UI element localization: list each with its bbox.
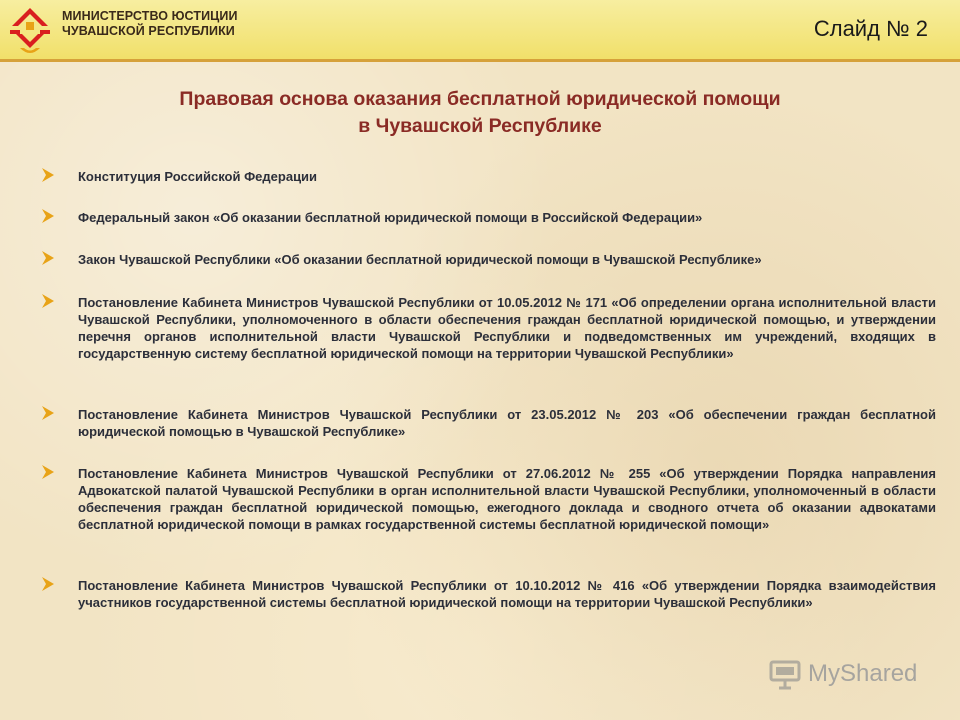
list-item-text: Закон Чувашской Республики «Об оказании бесплатной юридической помощи в Чувашской Республике» <box>78 252 762 267</box>
arrow-bullet-icon <box>42 209 54 223</box>
arrow-bullet-icon <box>42 406 54 420</box>
arrow-bullet-icon <box>42 294 54 308</box>
ministry-line-1: МИНИСТЕРСТВО ЮСТИЦИИ <box>62 9 238 23</box>
list-item-text: Постановление Кабинета Министров Чувашской Республики от 10.10.2012 № 416 «Об утверждении Порядка взаимодействия участников государственной системы бесплатной юридической помощи на территории Чувашской Республики» <box>78 578 936 610</box>
list-item-text: Постановление Кабинета Министров Чувашской Республики от 27.06.2012 № 255 «Об утверждении Порядка направления Адвокатской палатой Чувашской Республики в орган исполнительной власти Чувашской Республики, уполномоченный в области обеспечения граждан бесплатной юридической помощью, ежегодного доклада и сводного отчета об оказании адвокатами бесплатной юридической помощи в рамках государственной системы бесплатной юридической помощи» <box>78 466 936 532</box>
list-item <box>70 406 936 440</box>
list-item-text: Конституция Российской Федерации <box>78 169 318 184</box>
list-item <box>70 251 936 268</box>
slide-title-line-1: Правовая основа оказания бесплатной юридической помощи <box>179 88 781 110</box>
list-item <box>70 465 936 533</box>
watermark-text: MyShared <box>808 660 918 687</box>
arrow-bullet-icon <box>42 465 54 479</box>
chuvash-emblem-icon <box>6 4 54 56</box>
arrow-bullet-icon <box>42 251 54 265</box>
header-bar <box>0 0 960 62</box>
list-item <box>70 577 936 611</box>
list-item <box>70 294 936 362</box>
slide-title <box>0 86 960 140</box>
list-item <box>70 168 936 185</box>
list-item <box>70 209 936 226</box>
slide-number: Слайд № 2 <box>813 16 928 41</box>
slide-title-line-2: в Чувашской Республике <box>358 115 602 137</box>
arrow-bullet-icon <box>42 577 54 591</box>
myshared-watermark[interactable] <box>768 656 928 696</box>
list-item-text: Постановление Кабинета Министров Чувашской Республики от 23.05.2012 № 203 «Об обеспечении граждан бесплатной юридической помощью в Чувашской Республике» <box>78 407 936 439</box>
list-item-text: Федеральный закон «Об оказании бесплатной юридической помощи в Российской Федерации» <box>78 210 703 225</box>
ministry-name <box>62 9 238 39</box>
arrow-bullet-icon <box>42 168 54 182</box>
ministry-line-2: ЧУВАШСКОЙ РЕСПУБЛИКИ <box>62 24 235 38</box>
list-item-text: Постановление Кабинета Министров Чувашской Республики от 10.05.2012 № 171 «Об определении органа исполнительной власти Чувашской Республики, уполномоченного в области обеспечения граждан бесплатной юридической помощью, и утверждении перечня органов исполнительной власти Чувашской Республики и подведомственных им учреждений, входящих в государственную систему бесплатной юридической помощи на территории Чувашской Республики» <box>78 295 936 361</box>
presentation-icon <box>768 658 802 692</box>
